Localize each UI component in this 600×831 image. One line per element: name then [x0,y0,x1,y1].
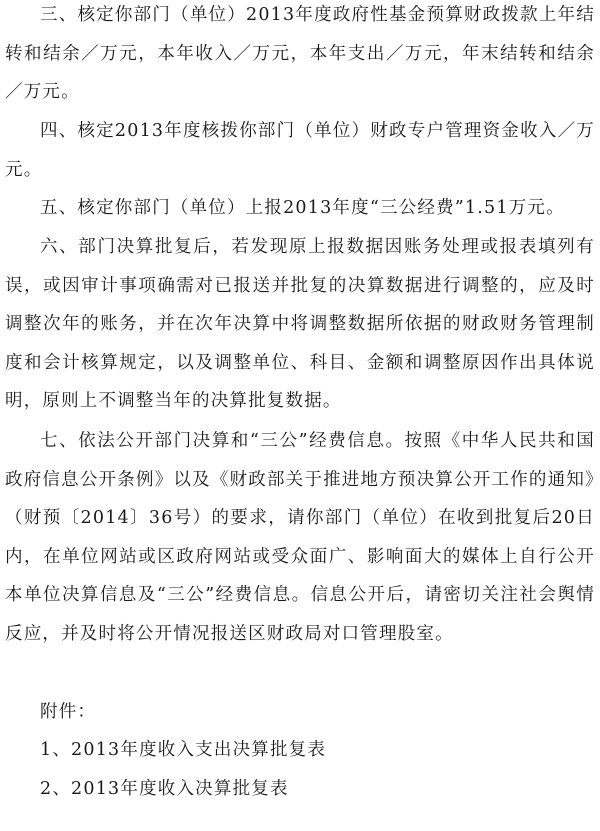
paragraph-item-4: 四、核定2013年度核拨你部门（单位）财政专户管理资金收入／万元。 [5,121,595,180]
attachment-item-1: 1、2013年度收入支出决算批复表 [40,740,327,760]
attachment-item-2: 2、2013年度收入决算批复表 [40,779,289,799]
attachment-label: 附件： [40,702,97,722]
paragraph-item-5: 五、核定你部门（单位）上报2013年度“三公经费”1.51万元。 [40,198,565,218]
paragraph-item-6: 六、部门决算批复后，若发现原上报数据因账务处理或报表填列有误，或因审计事项确需对已报送并批复的决算数据进行调整的，应及时调整次年的账务，并在次年决算中将调整数据所依据的财政财务管理制度和会计核算规定，以及调整单位、科目、金额和调整原因作出具体说明，原则上不调整当年的决算批复数据。 [5,237,595,411]
paragraph-item-3: 三、核定你部门（单位）2013年度政府性基金预算财政拨款上年结转和结余／万元，本年收入／万元，本年支出／万元，年末结转和结余／万元。 [5,5,595,102]
paragraph-item-7: 七、依法公开部门决算和“三公”经费信息。按照《中华人民共和国政府信息公开条例》以及《财政部关于推进地方预决算公开工作的通知》（财预〔2014〕36号）的要求，请你部门（单位）在收到批复后20日内，在单位网站或区政府网站或受众面广、影响面大的媒体上自行公开本单位决算信息及“三公”经费信息。信息公开后，请密切关注社会舆情反应，并及时将公开情况报送区财政局对口管理股室。 [5,431,595,644]
